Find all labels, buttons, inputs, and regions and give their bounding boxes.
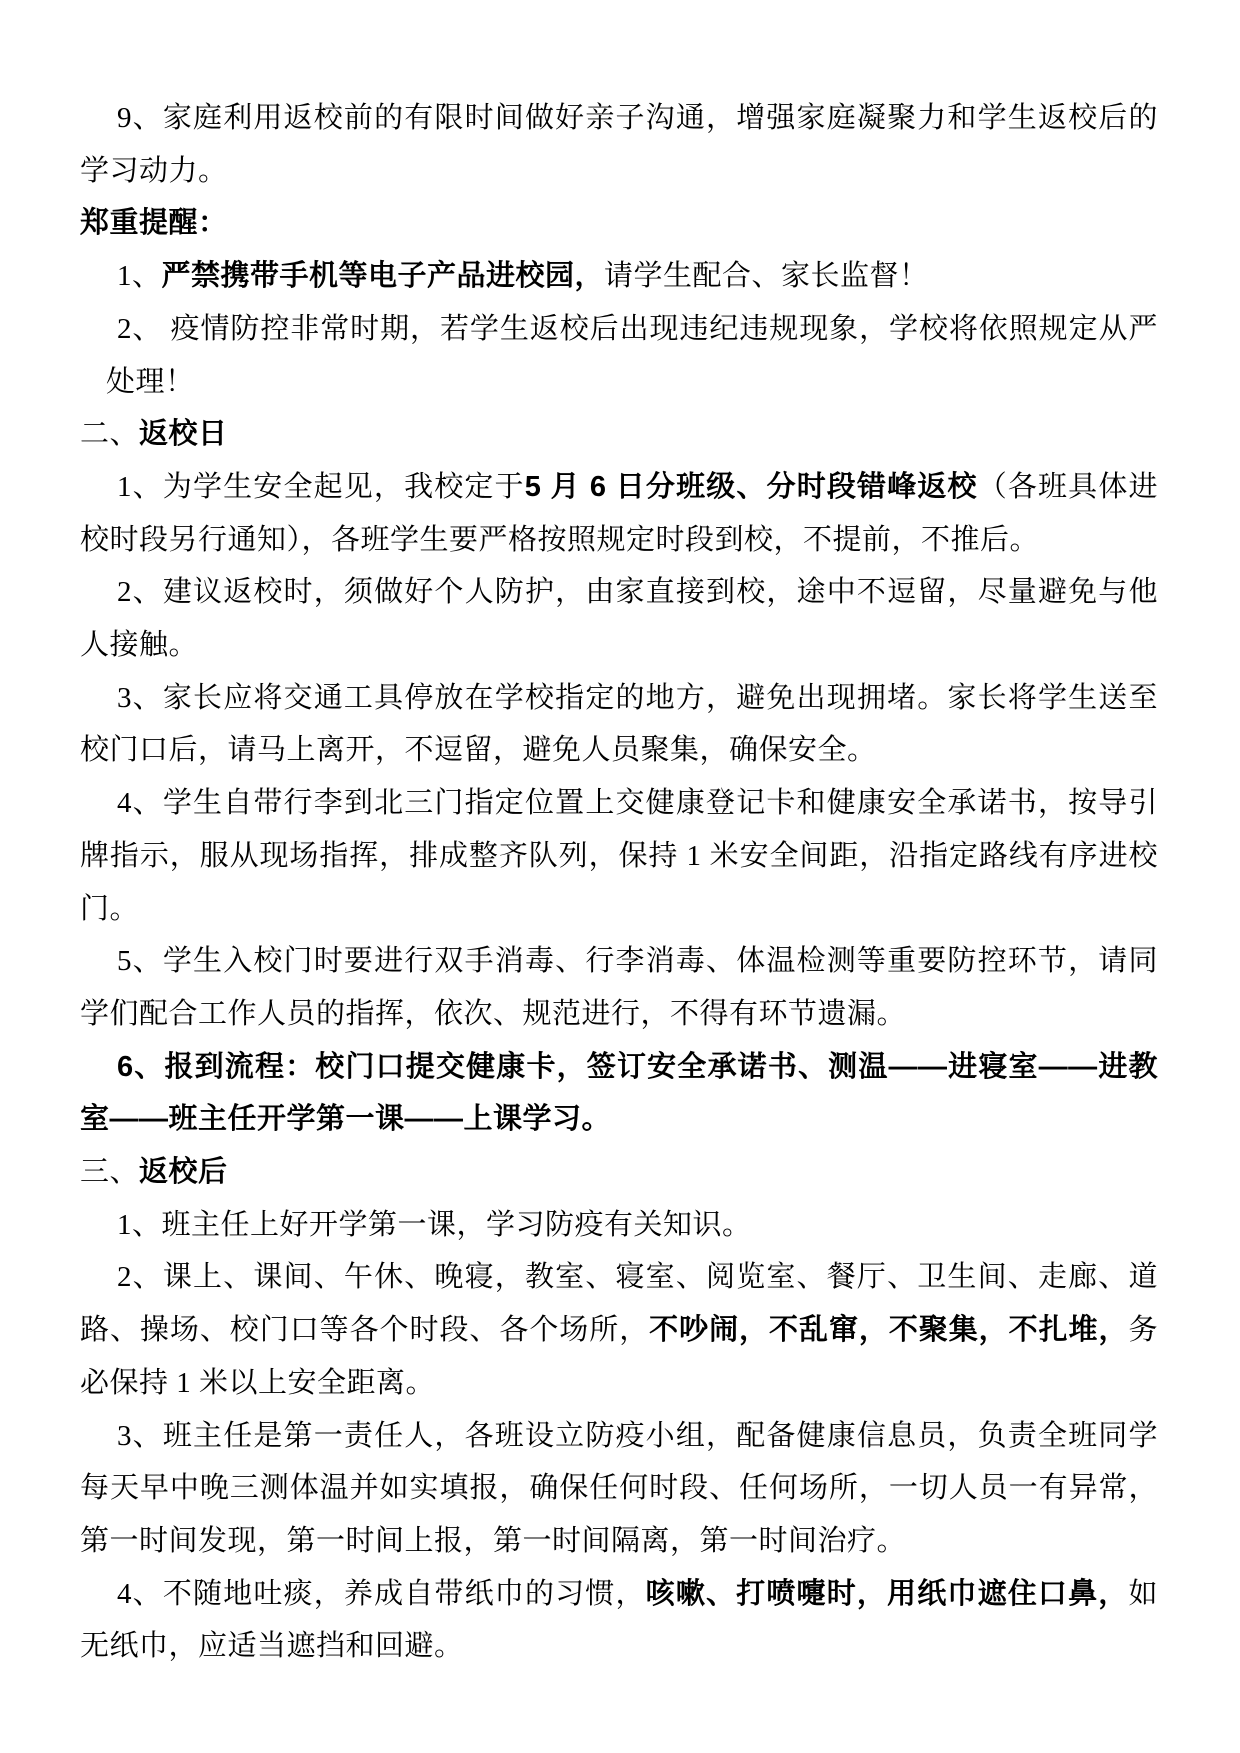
- text-line: [80, 197, 1158, 250]
- text-run: 门。: [80, 892, 140, 925]
- text-line: [80, 145, 1158, 198]
- bold-text-run: 返校日: [139, 418, 228, 451]
- text-line: [80, 672, 1158, 725]
- text-line: [80, 1304, 1158, 1357]
- text-line: [80, 514, 1158, 567]
- text-run: 1、: [117, 260, 162, 293]
- text-run: 校门口后，请马上离开，不逗留，避免人员聚集，确保安全。: [80, 734, 877, 767]
- text-run: 牌指示，服从现场指挥，排成整齐队列，保持 1 米安全间距，沿指定路线有序进校: [80, 839, 1158, 872]
- text-line: [80, 935, 1158, 988]
- bold-text-run: 不吵闹，不乱窜，不聚集，不扎堆，: [649, 1314, 1129, 1347]
- text-run: 路、操场、校门口等各个时段、各个场所，: [80, 1314, 650, 1347]
- text-run: 每天早中晚三测体温并如实填报，确保任何时段、任何场所，一切人员一有异常，: [80, 1472, 1158, 1505]
- text-run: 3、家长应将交通工具停放在学校指定的地方，避免出现拥堵。家长将学生送至: [117, 681, 1158, 714]
- text-line: [80, 1093, 1158, 1146]
- text-run: 学们配合工作人员的指挥，依次、规范进行，不得有环节遗漏。: [80, 997, 907, 1030]
- bold-text-run: 返校后: [139, 1156, 228, 1189]
- text-run: 3、班主任是第一责任人，各班设立防疫小组，配备健康信息员，负责全班同学: [117, 1419, 1158, 1452]
- text-line: [80, 883, 1158, 936]
- text-line: [80, 1515, 1158, 1568]
- text-run: （各班具体进: [977, 470, 1158, 503]
- text-run: 2、课上、课间、午休、晚寝，教室、寝室、阅览室、餐厅、卫生间、走廊、道: [117, 1261, 1158, 1294]
- text-run: 学习动力。: [80, 154, 228, 187]
- bold-text-run: 咳嗽、打喷嚏时，用纸巾遮住口鼻，: [645, 1577, 1129, 1610]
- text-line: [80, 1146, 1158, 1199]
- text-line: [80, 1251, 1158, 1304]
- text-run: 处理！: [106, 365, 195, 398]
- text-line: [80, 566, 1158, 619]
- text-run: 2、 疫情防控非常时期，若学生返校后出现违纪违规现象，学校将依照规定从严: [117, 312, 1158, 345]
- text-line: [80, 1357, 1158, 1410]
- text-run: 必保持 1 米以上安全距离。: [80, 1366, 436, 1399]
- text-line: [80, 1199, 1158, 1252]
- text-run: 校时段另行通知），各班学生要严格按照规定时段到校，不提前，不推后。: [80, 523, 1040, 556]
- text-line: [80, 619, 1158, 672]
- text-line: [80, 1620, 1158, 1673]
- text-run: 人接触。: [80, 629, 199, 662]
- text-run: 无纸巾，应适当遮挡和回避。: [80, 1630, 464, 1663]
- text-run: 第一时间发现，第一时间上报，第一时间隔离，第一时间治疗。: [80, 1524, 907, 1557]
- text-run: 5、学生入校门时要进行双手消毒、行李消毒、体温检测等重要防控环节，请同: [117, 945, 1158, 978]
- text-run: 9、家庭利用返校前的有限时间做好亲子沟通，增强家庭凝聚力和学生返校后的: [117, 102, 1158, 134]
- text-line: [80, 92, 1158, 145]
- text-run: 1、为学生安全起见，我校定于: [117, 470, 525, 503]
- bold-text-run: 严禁携带手机等电子产品进校园，: [161, 260, 605, 293]
- bold-text-run: 5 月 6 日分班级、分时段错峰返校: [524, 470, 978, 503]
- text-line: [80, 461, 1158, 514]
- text-run: 二、: [80, 418, 140, 451]
- bold-text-run: 6、报到流程：校门口提交健康卡，签订安全承诺书、测温——进寝室——进教: [117, 1050, 1158, 1083]
- text-line: [80, 250, 1158, 303]
- text-line: [80, 356, 1158, 409]
- text-run: 请学生配合、家长监督！: [604, 260, 929, 293]
- text-line: [80, 777, 1158, 830]
- text-line: [80, 1568, 1158, 1621]
- text-line: [80, 1041, 1158, 1094]
- text-run: 务: [1128, 1314, 1158, 1347]
- text-run: 如: [1128, 1577, 1158, 1610]
- bold-text-run: 郑重提醒：: [80, 207, 228, 240]
- document-body: [80, 92, 1158, 1673]
- text-run: 三、: [80, 1156, 140, 1189]
- text-line: [80, 303, 1158, 356]
- bold-text-run: 室——班主任开学第一课——上课学习。: [80, 1103, 612, 1136]
- text-line: [80, 1462, 1158, 1515]
- text-run: 4、不随地吐痰，养成自带纸巾的习惯，: [117, 1577, 646, 1610]
- text-line: [80, 1410, 1158, 1463]
- text-line: [80, 830, 1158, 883]
- text-line: [80, 988, 1158, 1041]
- text-line: [80, 408, 1158, 461]
- text-run: 2、建议返校时，须做好个人防护，由家直接到校，途中不逗留，尽量避免与他: [117, 576, 1158, 609]
- text-run: 4、学生自带行李到北三门指定位置上交健康登记卡和健康安全承诺书，按导引: [117, 787, 1158, 820]
- text-line: [80, 724, 1158, 777]
- text-run: 1、班主任上好开学第一课，学习防疫有关知识。: [117, 1208, 752, 1241]
